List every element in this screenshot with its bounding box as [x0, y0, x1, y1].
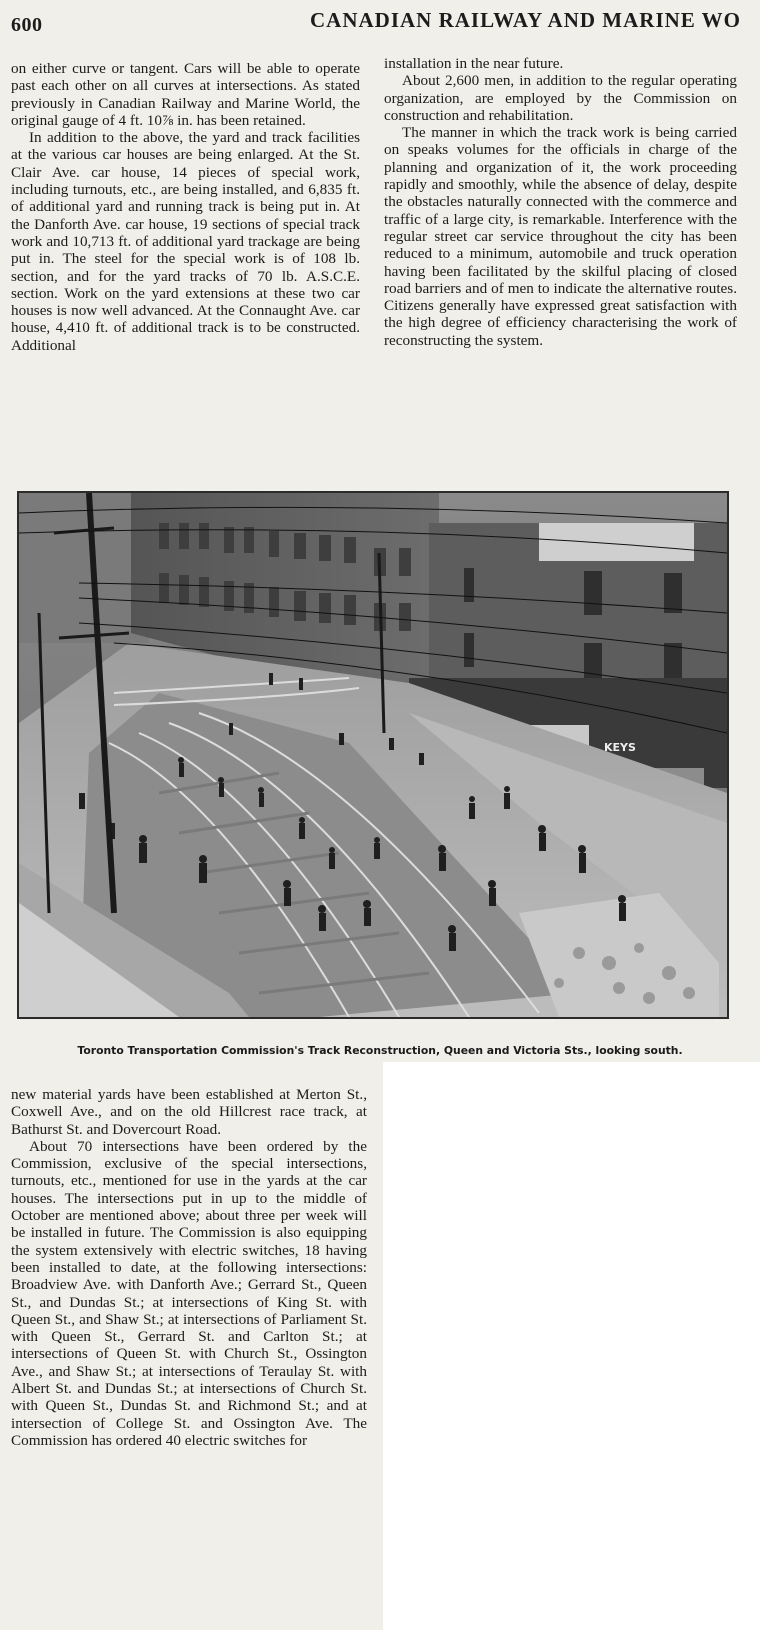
- paragraph: The manner in which the track work is being carried on speaks volumes for the officials in charge of the planning and organization of it, the work proceeding rapidly and smoothly, while the absence of delay, despite the obstacles naturally connected with the commerce and traffic of a large city, is remarkable. Interference with the regular street car service throughout the city has been reduced to a minimum, automobile and truck operation having been facilitated by the skilful placing of closed road barriers and of men to indicate the alternative routes. Citizens generally have expressed great satisfaction with the high degree of efficiency characterising the work of reconstructing the system.: [384, 124, 737, 349]
- paragraph: installation in the near future.: [384, 55, 564, 72]
- paragraph: new material yards have been established at Merton St., Coxwell Ave., and on the old Hillcrest race track, at Bathurst St. and Dovercourt Road.: [11, 1086, 367, 1138]
- paragraph: About 70 intersections have been ordered by the Commission, exclusive of the special intersections, turnouts, etc., mentioned for use in the yards at the car houses. The intersections put in up to the middle of October are mentioned above; about three per week will be installed in future. The Commission is also equipping the system extensively with electric switches, 18 having been installed to date, at the following intersections: Broadview Ave. with Danforth Ave.; Gerrard St., Queen St., and Dundas St.; at intersections of King St. with Queen St., and Shaw St.; at intersections of Parliament St. with Queen St., Gerrard St. and Carlton St.; at intersections of Queen St. with Church St., Ossington Ave., and Shaw St.; at intersections of Teraulay St. with Albert St. and Dundas St.; at intersections of Church St. with Queen St., Dundas St. and Richmond St.; and at intersection of College St. and Ossington Ave. The Commission has ordered 40 electric switches for: [11, 1137, 367, 1449]
- column-right: [384, 55, 737, 349]
- paragraph: on either curve or tangent. Cars will be able to operate past each other on all curves at intersections. As stated previously in Canadian Railway and Marine World, the original gauge of 4 ft. 10⅞ in. has been retained.: [11, 60, 360, 129]
- figure-caption: Toronto Transportation Commission's Track Reconstruction, Queen and Victoria Sts., looking south.: [77, 1044, 683, 1057]
- running-head: CANADIAN RAILWAY AND MARINE WO: [310, 8, 741, 32]
- column-left: [11, 60, 360, 354]
- page-number: 600: [11, 14, 43, 36]
- storefront-sign: KEYS: [604, 741, 636, 754]
- street-photo: [17, 491, 729, 1019]
- paragraph: About 2,600 men, in addition to the regular operating organization, are employed by the Commission on construction and rehabilitation.: [384, 72, 737, 124]
- column-bottom: [11, 1086, 367, 1449]
- paragraph: In addition to the above, the yard and track facilities at the various car houses are being enlarged. At the St. Clair Ave. car house, 14 pieces of special work, including turnouts, etc., are being installed, and 6,835 ft. of additional yard and running track is being put in. At the Danforth Ave. car house, 19 sections of special track work and 10,713 ft. of additional yard trackage are being put in. The steel for the special work is of 108 lb. section, and for the yard tracks of 70 lb. A.S.C.E. section. Work on the yard extensions at these two car houses is now well advanced. At the Connaught Ave. car house, 4,410 ft. of additional track is to be constructed. Additional: [11, 129, 360, 354]
